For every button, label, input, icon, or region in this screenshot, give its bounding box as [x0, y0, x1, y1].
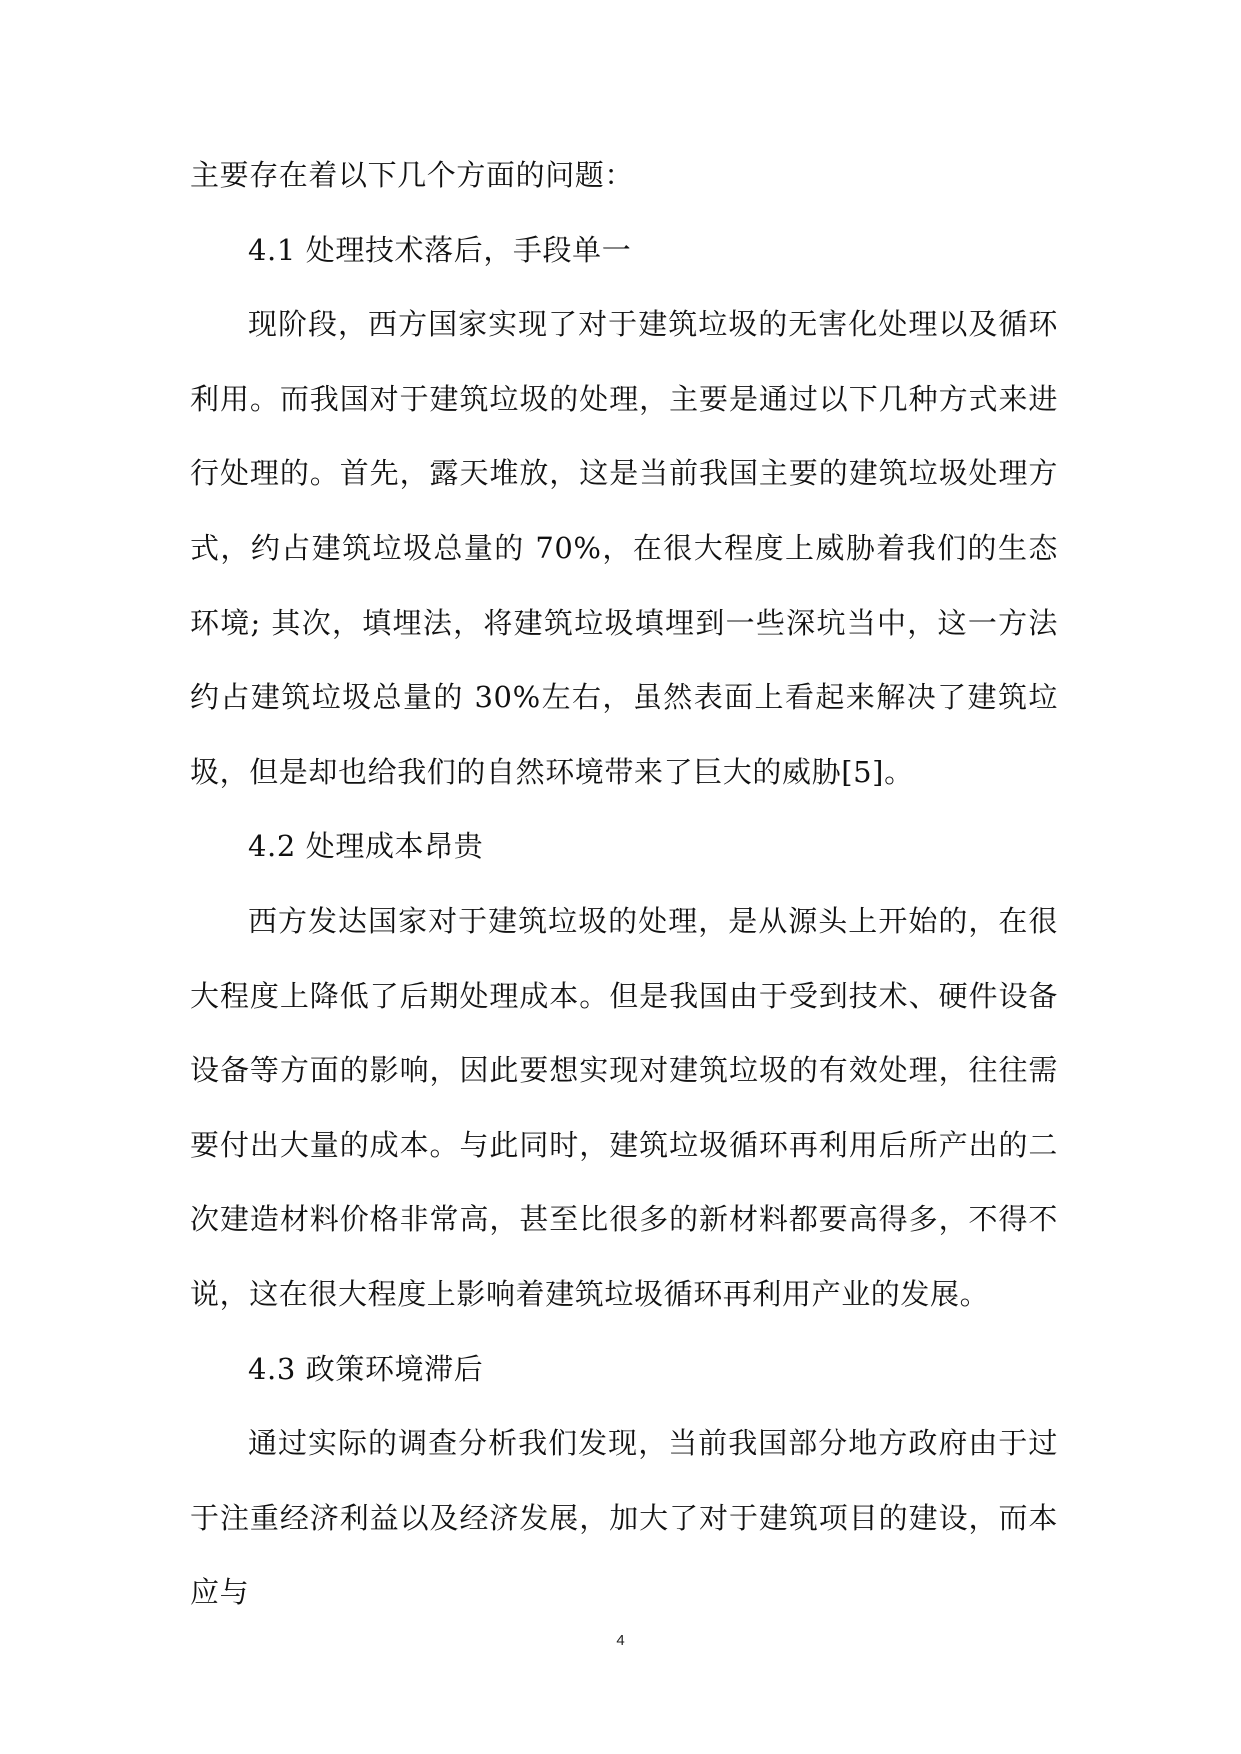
page-number: 4 — [616, 1632, 625, 1649]
paragraph-4-3: 通过实际的调查分析我们发现，当前我国部分地方政府由于过于注重经济利益以及经济发展，加大了对于建筑项目的建设，而本应与 — [190, 1426, 1058, 1610]
section-heading-4-2: 4.2 处理成本昂贵 — [248, 829, 484, 864]
document-body — [190, 138, 1058, 1630]
paragraph-intro: 主要存在着以下几个方面的问题： — [190, 158, 635, 192]
paragraph-4-2: 西方发达国家对于建筑垃圾的处理，是从源头上开始的，在很大程度上降低了后期处理成本。但是我国由于受到技术、硬件设备设备等方面的影响，因此要想实现对建筑垃圾的有效处理，往往需要付出大量的成本。与此同时，建筑垃圾循环再利用后所产出的二次建造材料价格非常高，甚至比很多的新材料都要高得多，不得不说，这在很大程度上影响着建筑垃圾循环再利用产业的发展。 — [190, 903, 1058, 1311]
section-heading-4-1: 4.1 处理技术落后，手段单一 — [248, 232, 632, 267]
section-heading-4-3: 4.3 政策环境滞后 — [248, 1351, 484, 1386]
paragraph-4-1: 现阶段，西方国家实现了对于建筑垃圾的无害化处理以及循环利用。而我国对于建筑垃圾的处理，主要是通过以下几种方式来进行处理的。首先，露天堆放，这是当前我国主要的建筑垃圾处理方式，约占建筑垃圾总量的 70%，在很大程度上威胁着我们的生态环境; 其次，填埋法，将建筑垃圾填埋到一些深坑当中，这一方法约占建筑垃圾总量的 30%左右，虽然表面上看起来解决了建筑垃圾，但是却也给我们的自然环境带来了巨大的威胁[5]。 — [190, 307, 1058, 789]
